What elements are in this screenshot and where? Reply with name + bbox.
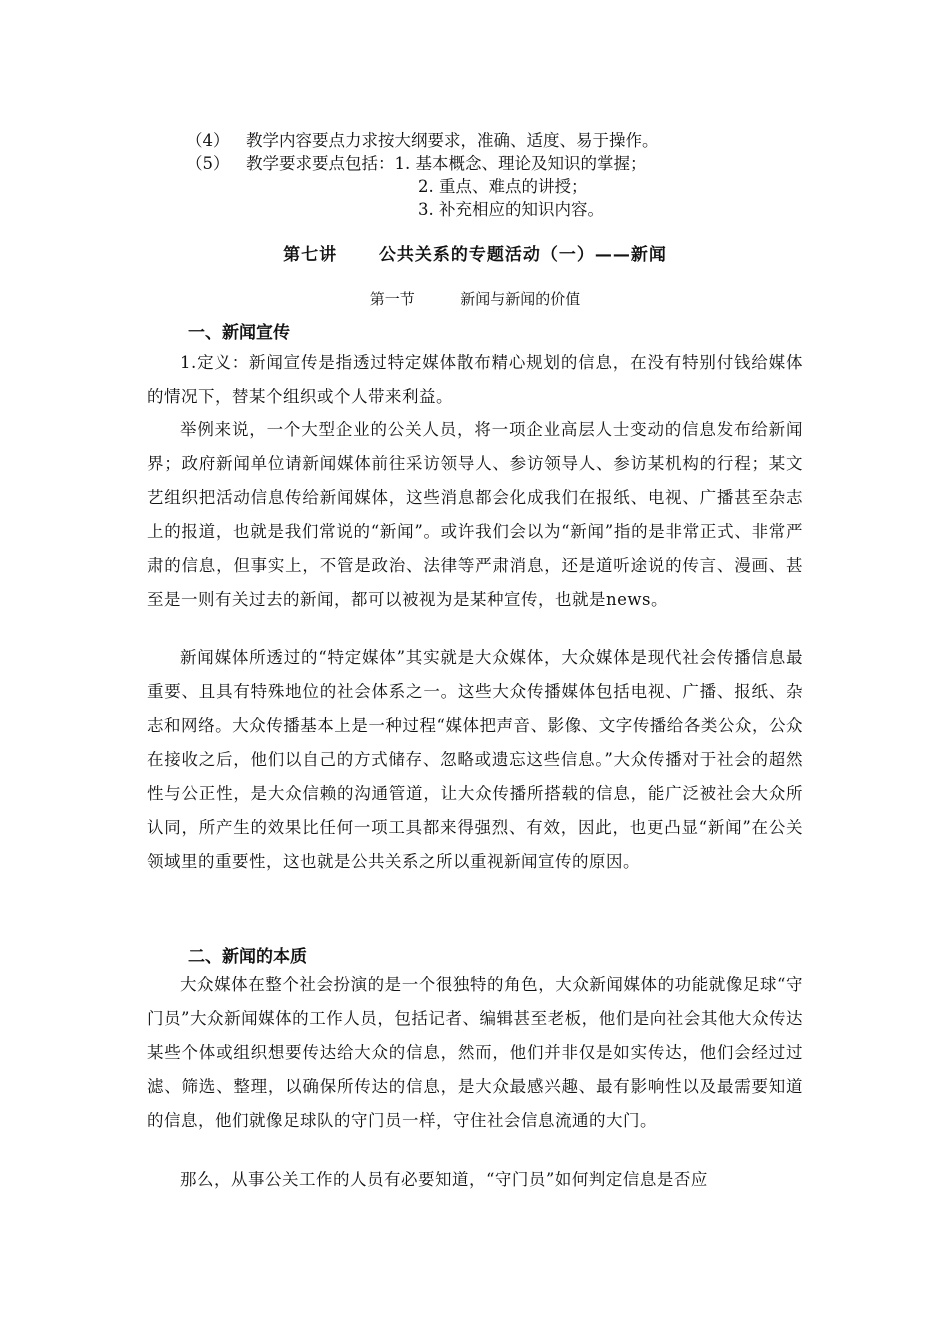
paragraph-example: 举例来说，一个大型企业的公关人员，将一项企业高层人士变动的信息发布给新闻界；政府新闻单位请新闻媒体前往采访领导人、参访领导人、参访某机构的行程；某文艺组织把活动信息传给新闻媒体，这些消息都会化成我们在报纸、电视、广播甚至杂志上的报道，也就是我们常说的“新闻”。或许我们会以为“新闻”指的是非常正式、非常严肃的信息，但事实上，不管是政治、法律等严肃消息，还是道听途说的传言、漫画、甚至是一则有关过去的新闻，都可以被视为是某种宣传，也就是news。 <box>147 420 803 609</box>
item-number: （4） <box>186 131 230 150</box>
lecture-heading <box>0 240 950 265</box>
paragraph-definition: 1.定义：新闻宣传是指透过特定媒体散布精心规划的信息，在没有特别付钱给媒体的情况下，替某个组织或个人带来利益。 <box>147 353 803 406</box>
section-heading <box>0 288 950 309</box>
heading-news-essence: 二、新闻的本质 <box>188 947 307 967</box>
item-number: （5） <box>186 154 230 173</box>
paragraph-gatekeeper: 大众媒体在整个社会扮演的是一个很独特的角色，大众新闻媒体的功能就像足球“守门员”大众新闻媒体的工作人员，包括记者、编辑甚至老板，他们是向社会其他大众传达某些个体或组织想要传达给大众的信息，然而，他们并非仅是如实传达，他们会经过过滤、筛选、整理，以确保所传达的信息，是大众最感兴趣、最有影响性以及最需要知道的信息，他们就像足球队的守门员一样，守住社会信息流通的大门。 <box>147 975 803 1130</box>
lecture-label: 第七讲 <box>283 245 338 265</box>
section-title: 新闻与新闻的价值 <box>460 290 581 308</box>
section-label: 第一节 <box>369 290 415 308</box>
paragraph-continuation: 那么，从事公关工作的人员有必要知道，“守门员”如何判定信息是否应 <box>180 1170 708 1189</box>
intro-subitem-2: 2. 重点、难点的讲授； <box>418 177 588 196</box>
intro-subitem-3: 3. 补充相应的知识内容。 <box>418 200 604 219</box>
lecture-title: 公共关系的专题活动（一）——新闻 <box>378 245 667 265</box>
heading-news-publicity: 一、新闻宣传 <box>188 323 290 343</box>
intro-item-5-text: 教学要求要点包括：1. 基本概念、理论及知识的掌握； <box>246 154 647 173</box>
paragraph-mass-media: 新闻媒体所透过的“特定媒体”其实就是大众媒体，大众媒体是现代社会传播信息最重要、且具有特殊地位的社会体系之一。这些大众传播媒体包括电视、广播、报纸、杂志和网络。大众传播基本上是一种过程“媒体把声音、影像、文字传播给各类公众，公众在接收之后，他们以自己的方式储存、忽略或遗忘这些信息。”大众传播对于社会的超然性与公正性，是大众信赖的沟通管道，让大众传播所搭载的信息，能广泛被社会大众所认同，所产生的效果比任何一项工具都来得强烈、有效，因此，也更凸显“新闻”在公关领域里的重要性，这也就是公共关系之所以重视新闻宣传的原因。 <box>147 648 803 871</box>
intro-item-5 <box>186 150 230 174</box>
intro-item-4-text: 教学内容要点力求按大纲要求，准确、适度、易于操作。 <box>246 131 659 150</box>
intro-item-4 <box>186 127 230 151</box>
